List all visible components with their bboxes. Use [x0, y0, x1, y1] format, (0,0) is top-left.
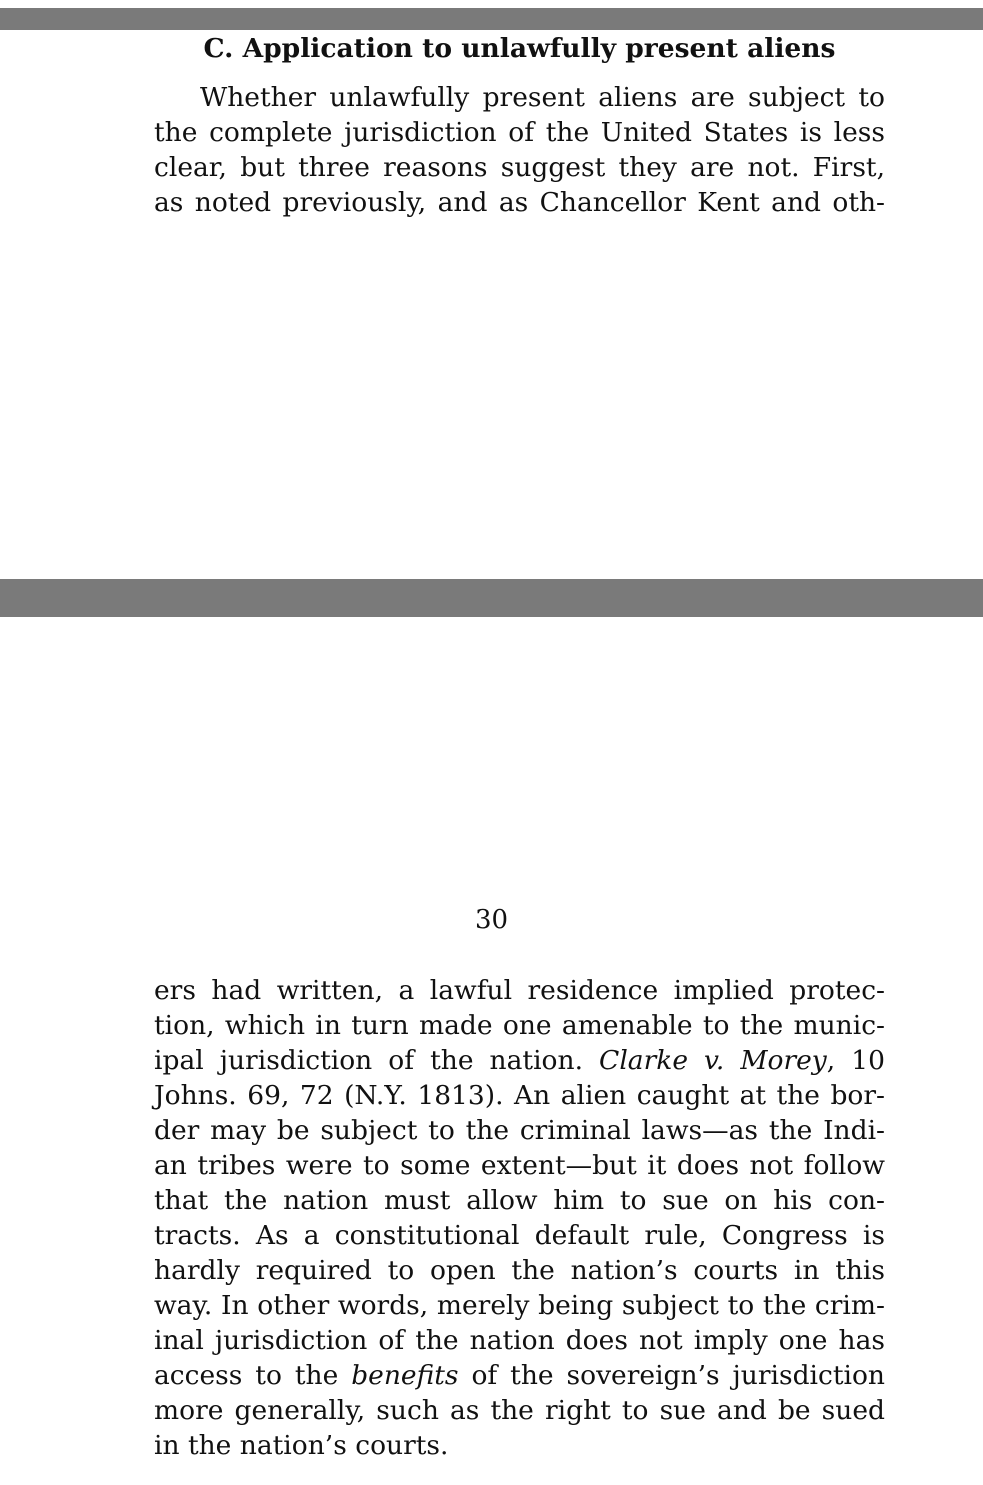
paragraph-line [154, 1358, 885, 1393]
top-paragraph [154, 80, 885, 220]
paragraph-line: more generally, such as the right to sue and be sued [154, 1395, 885, 1426]
page-separator-top [0, 8, 983, 30]
paragraph-line: der may be subject to the criminal laws—as the Indi- [154, 1115, 885, 1146]
section-heading: C. Application to unlawfully present aliens [203, 33, 836, 64]
bottom-paragraph [154, 973, 885, 1463]
paragraph-line: hardly required to open the nation’s courts in this [154, 1255, 885, 1286]
emphasis-text: benefits [351, 1360, 459, 1391]
paragraph-line: inal jurisdiction of the nation does not imply one has [154, 1325, 885, 1356]
paragraph-line: tracts. As a constitutional default rule, Congress is [154, 1220, 885, 1251]
paragraph-line: Whether unlawfully present aliens are subject to [200, 82, 885, 113]
paragraph-line: ers had written, a lawful residence implied protec- [154, 975, 885, 1006]
line-text: of the sovereign’s jurisdiction [458, 1360, 885, 1391]
paragraph-line: an tribes were to some extent—but it does not follow [154, 1150, 885, 1181]
paragraph-line: that the nation must allow him to sue on his con- [154, 1185, 885, 1216]
paragraph-line [154, 1043, 885, 1078]
line-text: access to the [154, 1360, 352, 1391]
paragraph-line: the complete jurisdiction of the United States is less [154, 117, 885, 148]
line-text: ipal jurisdiction of the nation. [154, 1045, 600, 1076]
line-text: , 10 [826, 1045, 885, 1076]
paragraph-line: in the nation’s courts. [154, 1430, 449, 1461]
page-separator-middle [0, 579, 983, 617]
paragraph-line: clear, but three reasons suggest they are not. First, [154, 152, 885, 183]
paragraph-line: as noted previously, and as Chancellor Kent and oth- [154, 187, 885, 218]
page-number: 30 [474, 905, 509, 935]
case-citation: Clarke v. Morey [599, 1045, 827, 1076]
paragraph-line: way. In other words, merely being subject to the crim- [154, 1290, 885, 1321]
paragraph-line: Johns. 69, 72 (N.Y. 1813). An alien caught at the bor- [154, 1080, 885, 1111]
paragraph-line: tion, which in turn made one amenable to the munic- [154, 1010, 885, 1041]
